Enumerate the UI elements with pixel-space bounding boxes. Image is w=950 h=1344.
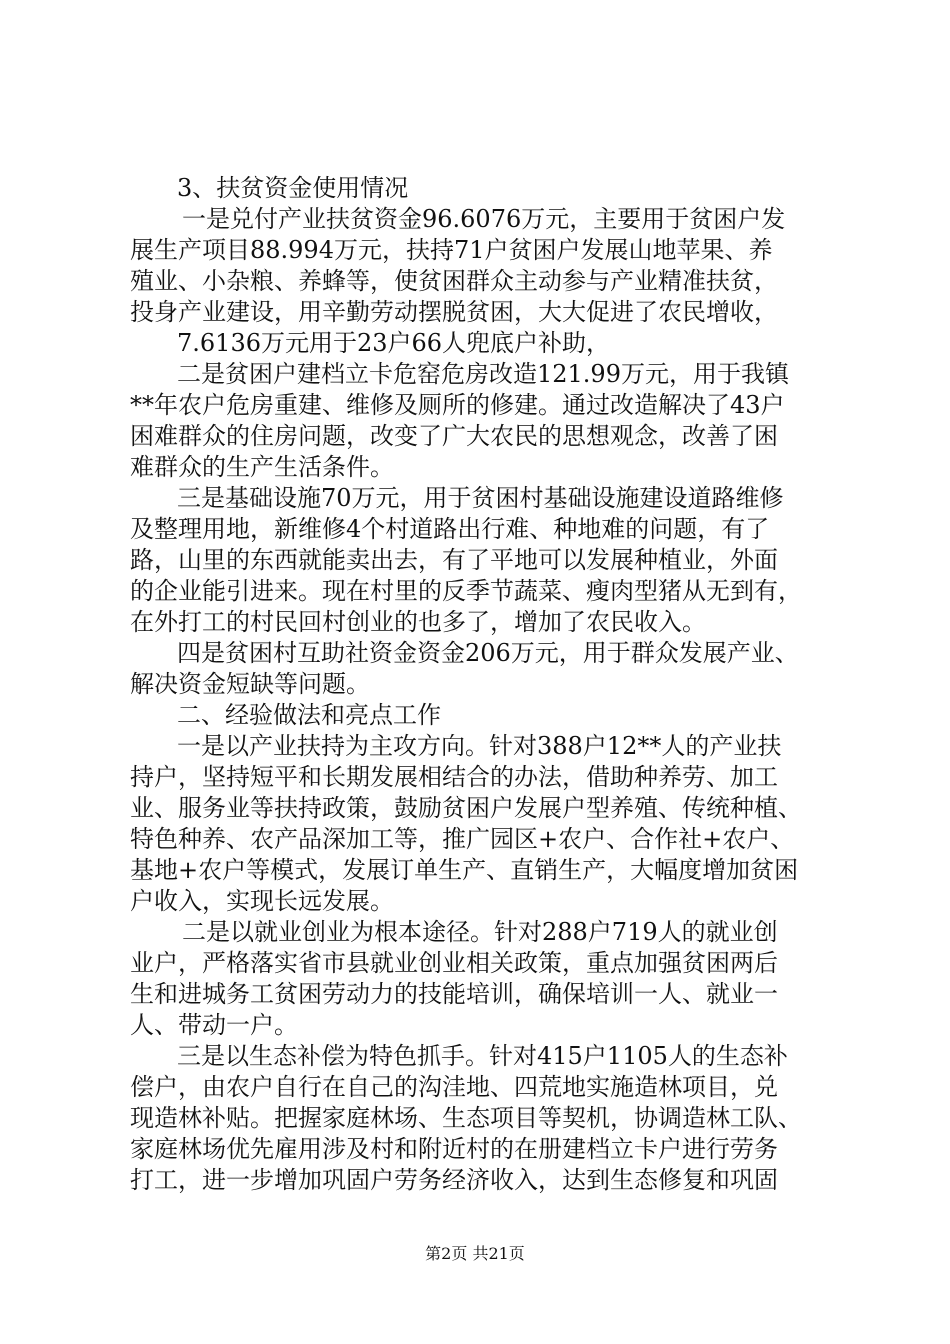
paragraph-line: 户收入，实现长远发展。 — [130, 887, 394, 915]
paragraph-line: 一是兑付产业扶贫资金96.6076万元，主要用于贫困户发 — [182, 205, 786, 233]
paragraph-line: 难群众的生产生活条件。 — [130, 453, 394, 481]
paragraph-line: 展生产项目88.994万元，扶持71户贫困户发展山地苹果、养 — [130, 236, 773, 264]
paragraph-line: 家庭林场优先雇用涉及村和附近村的在册建档立卡户进行劳务 — [130, 1135, 778, 1163]
paragraph-line: 三是以生态补偿为特色抓手。针对415户1105人的生态补 — [177, 1042, 788, 1070]
paragraph-line: 困难群众的住房问题，改变了广大农民的思想观念，改善了困 — [130, 422, 778, 450]
paragraph-line: 三是基础设施70万元，用于贫困村基础设施建设道路维修 — [177, 484, 784, 512]
paragraph-line: 投身产业建设，用辛勤劳动摆脱贫困，大大促进了农民增收， — [130, 298, 778, 326]
paragraph-line: 业户，严格落实省市县就业创业相关政策，重点加强贫困两后 — [130, 949, 778, 977]
paragraph-line: 生和进城务工贫困劳动力的技能培训，确保培训一人、就业一 — [130, 980, 778, 1008]
paragraph-line: 基地+农户等模式，发展订单生产、直销生产，大幅度增加贫困 — [130, 856, 799, 884]
section-heading: 二、经验做法和亮点工作 — [177, 701, 441, 729]
paragraph-line: **年农户危房重建、维修及厕所的修建。通过改造解决了43户 — [130, 391, 785, 419]
paragraph-line: 人、带动一户。 — [130, 1011, 298, 1039]
paragraph-line: 及整理用地，新维修4个村道路出行难、种地难的问题，有了 — [130, 515, 770, 543]
document-body — [130, 173, 830, 1196]
paragraph-line: 打工，进一步增加巩固户劳务经济收入，达到生态修复和巩固 — [130, 1166, 778, 1194]
paragraph-line: 二是贫困户建档立卡危窑危房改造121.99万元，用于我镇 — [177, 360, 789, 388]
paragraph-line: 二是以就业创业为根本途径。针对288户719人的就业创 — [182, 918, 778, 946]
paragraph-line: 持户，坚持短平和长期发展相结合的办法，借助种养劳、加工 — [130, 763, 778, 791]
paragraph-line: 路，山里的东西就能卖出去，有了平地可以发展种植业，外面 — [130, 546, 778, 574]
paragraph-line: 业、服务业等扶持政策，鼓励贫困户发展户型养殖、传统种植、 — [130, 794, 802, 822]
paragraph-line: 现造林补贴。把握家庭林场、生态项目等契机，协调造林工队、 — [130, 1104, 802, 1132]
paragraph-line: 7.6136万元用于23户66人兜底户补助， — [177, 329, 611, 357]
paragraph-line: 的企业能引进来。现在村里的反季节蔬菜、瘦肉型猪从无到有， — [130, 577, 802, 605]
paragraph-line: 偿户，由农户自行在自己的沟洼地、四荒地实施造林项目，兑 — [130, 1073, 778, 1101]
paragraph-line: 在外打工的村民回村创业的也多了，增加了农民收入。 — [130, 608, 706, 636]
paragraph-line: 特色种养、农产品深加工等，推广园区+农户、合作社+农户、 — [130, 825, 795, 853]
paragraph-line: 殖业、小杂粮、养蜂等，使贫困群众主动参与产业精准扶贫， — [130, 267, 778, 295]
paragraph-line: 一是以产业扶持为主攻方向。针对388户12**人的产业扶 — [177, 732, 782, 760]
paragraph-line: 解决资金短缺等问题。 — [130, 670, 370, 698]
paragraph-line: 四是贫困村互助社资金资金206万元，用于群众发展产业、 — [177, 639, 799, 667]
section-heading: 3、扶贫资金使用情况 — [177, 174, 409, 202]
page-number-footer: 第2页 共21页 — [425, 1244, 525, 1263]
